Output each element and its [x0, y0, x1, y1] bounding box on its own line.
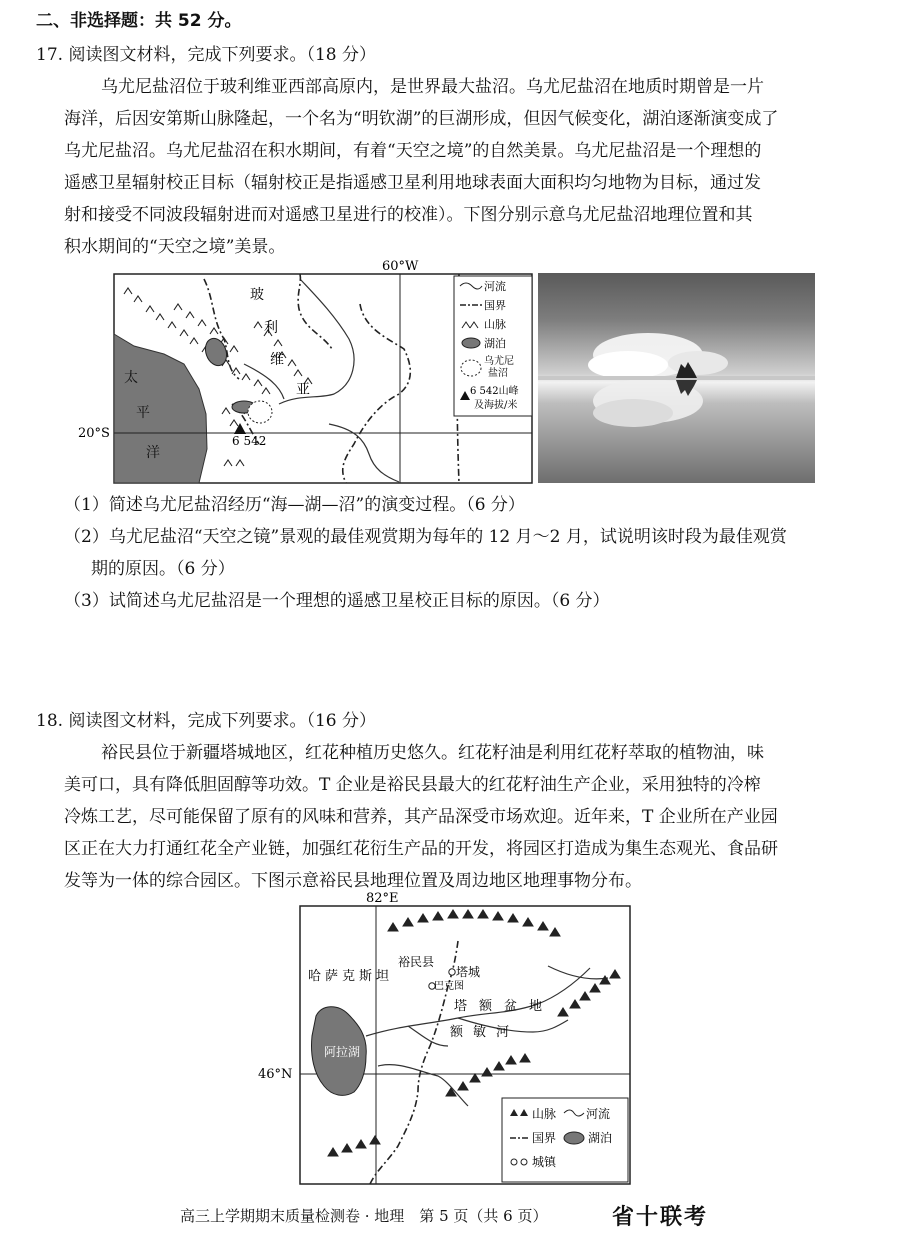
- legend-peak-label: 6 542山峰: [470, 386, 519, 397]
- ocean-char: 平: [136, 405, 150, 421]
- q17-map-svg: [64, 254, 534, 484]
- q17-para-line: 遥感卫星辐射校正目标（辐射校正是指遥感卫星利用地球表面大面积均匀地物为目标，通过发: [64, 173, 761, 193]
- kazakhstan-label: 哈萨克斯坦: [308, 969, 394, 984]
- q17-sub2: （2）乌尤尼盐沼“天空之镜”景观的最佳观赏期为每年的 12 月～2 月，试说明该时段为最佳观赏: [64, 527, 787, 547]
- q17-sub2-cont: 期的原因。（6 分）: [91, 559, 235, 579]
- legend-river-label: 河流: [484, 280, 506, 293]
- legend-town-icon: [521, 1159, 527, 1165]
- page-footer: 高三上学期期末质量检测卷 · 地理 第 5 页（共 6 页）: [180, 1207, 548, 1225]
- q17-para-line: 乌尤尼盐沼位于玻利维亚西部高原内，是世界最大盐沼。乌尤尼盐沼在地质时期曾是一片: [101, 77, 764, 97]
- q18-para-line: 裕民县位于新疆塔城地区，红花种植历史悠久。红花籽油是利用红花籽萃取的植物油，味: [101, 743, 764, 763]
- q18-para-line: 区正在大力打通红花全产业链，加强红花衍生产品的开发，将园区打造成为集生态观光、食品研: [64, 839, 778, 859]
- q18-map-svg: [258, 886, 640, 1186]
- legend-lake-label: 湖泊: [588, 1131, 613, 1145]
- ala-lake-label: 阿拉湖: [324, 1045, 361, 1059]
- q18-para-line: 美可口，具有降低胆固醇等功效。T 企业是裕民县最大的红花籽油生产企业，采用独特的冷榨: [64, 775, 761, 795]
- q17-lat-label: 20°S: [78, 426, 110, 441]
- q17-sub1: （1）简述乌尤尼盐沼经历“海—湖—沼”的演变过程。（6 分）: [64, 495, 525, 515]
- yumin-county-label: 裕民县: [398, 955, 435, 969]
- q18-stem: 18. 阅读图文材料，完成下列要求。（16 分）: [36, 711, 376, 731]
- q17-para-line: 海洋，后因安第斯山脉隆起，一个名为“明钦湖”的巨湖形成，但因气候变化，湖泊逐渐演变成了: [64, 109, 779, 129]
- legend-border-label: 国界: [532, 1131, 557, 1145]
- q17-para-line: 射和接受不同波段辐射进而对遥感卫星进行的校准）。下图分别示意乌尤尼盐沼地理位置和其: [64, 205, 753, 225]
- legend-salt-flat-label: 盐沼: [488, 368, 508, 379]
- legend-salt-flat-label: 乌尤尼: [484, 356, 514, 367]
- country-char: 维: [270, 352, 284, 368]
- country-char: 亚: [296, 382, 310, 398]
- q18-lon-label: 82°E: [366, 891, 399, 906]
- q17-lon-label: 60°W: [382, 259, 419, 274]
- legend-lake-label: 湖泊: [484, 337, 506, 350]
- legend-town-icon: [511, 1159, 517, 1165]
- q17-para-line: 乌尤尼盐沼。乌尤尼盐沼在积水期间，有着“天空之境”的自然美景。乌尤尼盐沼是一个理想的: [64, 141, 762, 161]
- q17-stem: 17. 阅读图文材料，完成下列要求。（18 分）: [36, 45, 376, 65]
- ocean-char: 洋: [146, 445, 160, 461]
- q17-para-line: 积水期间的“天空之境”美景。: [64, 237, 286, 257]
- basin-label: 塔额盆地: [454, 999, 555, 1014]
- legend-mountain-label: 山脉: [484, 318, 506, 331]
- sky-mirror-photo: [538, 273, 815, 483]
- peak-label: 6 542: [232, 434, 267, 448]
- ocean-char: 太: [124, 370, 138, 386]
- q17-sub3: （3）试简述乌尤尼盐沼是一个理想的遥感卫星校正目标的原因。（6 分）: [64, 591, 610, 611]
- legend-lake-icon: [564, 1132, 584, 1144]
- legend-river-label: 河流: [586, 1107, 611, 1121]
- bakhtu-label: 巴克图: [434, 981, 464, 992]
- brand-logo: 省十联考: [612, 1204, 709, 1230]
- legend-lake-icon: [462, 338, 480, 348]
- country-char: 玻: [250, 287, 264, 303]
- q18-map: [258, 886, 640, 1186]
- q18-lat-label: 46°N: [258, 1067, 293, 1082]
- q18-para-line: 发等为一体的综合园区。下图示意裕民县地理位置及周边地区地理事物分布。: [64, 871, 642, 891]
- legend-peak-label: 及海拔/米: [474, 400, 518, 411]
- section-title: 二、非选择题：共 52 分。: [36, 11, 242, 31]
- tacheng-label: 塔城: [456, 965, 481, 979]
- legend-mountain-label: 山脉: [532, 1107, 557, 1121]
- uyuni-salt-flat: [248, 401, 272, 423]
- emin-river-label: 额敏河: [450, 1025, 520, 1040]
- q17-map: [64, 254, 534, 484]
- legend-border-label: 国界: [484, 299, 506, 312]
- q18-para-line: 冷炼工艺，尽可能保留了原有的风味和营养，其产品深受市场欢迎。近年来，T 企业所在产业园: [64, 807, 778, 827]
- country-char: 利: [264, 320, 278, 336]
- tacheng-town-icon: [449, 969, 455, 975]
- legend-town-label: 城镇: [532, 1155, 557, 1169]
- legend-salt-flat-icon: [461, 360, 481, 376]
- sky-mirror-photo-svg: [538, 273, 815, 483]
